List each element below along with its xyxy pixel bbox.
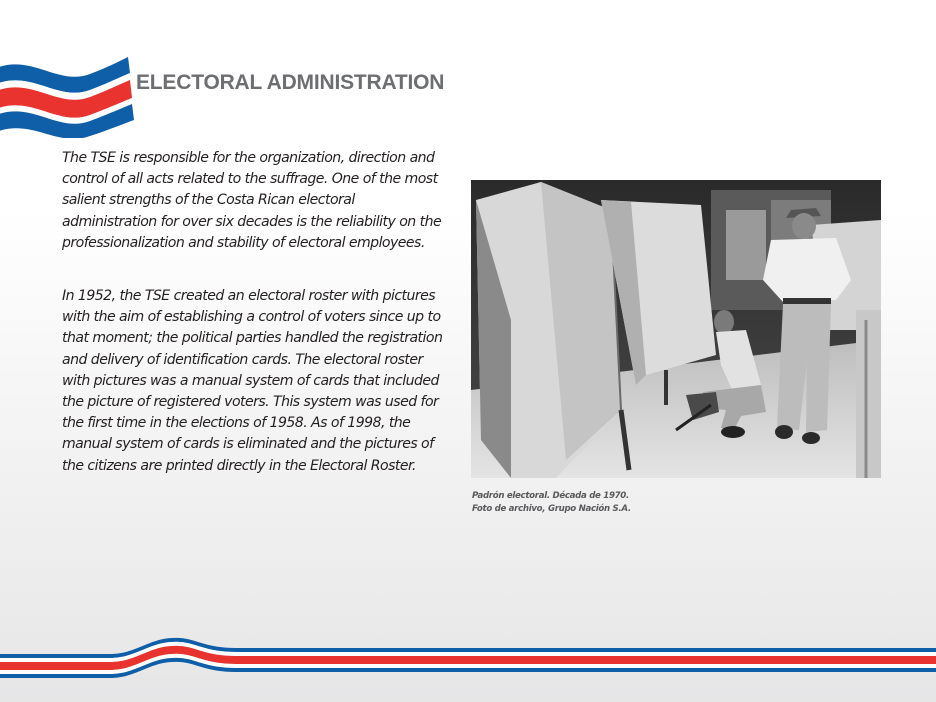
body-paragraph-2: In 1952, the TSE created an electoral roster with pictures with the aim of establishing a control of voters since up to that moment; the political parties handled the registration and delivery of identification cards. The electoral roster with pictures was a manual system of cards that included the picture of registered voters. This system was used for the first time in the elections of 1958. As of 1998, the manual system of cards is eliminated and the pictures of the citizens are printed directly in the Electoral Roster. — [62, 288, 443, 474]
page-title: ELECTORAL ADMINISTRATION — [136, 71, 445, 94]
photo-caption — [472, 490, 631, 515]
body-paragraph-1: The TSE is responsible for the organization, direction and control of all acts related to the suffrage. One of the most salient strengths of the Costa Rican electoral administration for over six decades is the reliability on the professionalization and stability of electoral employees. — [62, 150, 442, 251]
caption-line-2: Foto de archivo, Grupo Nación S.A. — [472, 503, 631, 514]
flag-ribbon-footer — [0, 634, 936, 682]
caption-line-1: Padrón electoral. Década de 1970. — [472, 491, 629, 501]
archival-photo — [471, 180, 881, 478]
flag-ribbon-logo — [0, 52, 140, 138]
